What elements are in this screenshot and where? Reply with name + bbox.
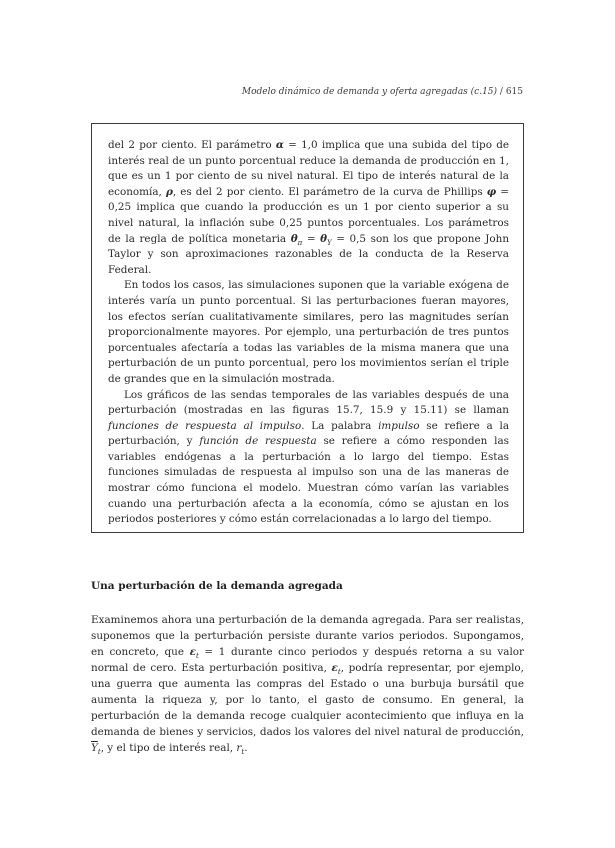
running-head-separator: / bbox=[497, 87, 506, 97]
alpha-symbol: α bbox=[275, 139, 284, 151]
phi-symbol: φ bbox=[486, 185, 497, 198]
boxed-note bbox=[91, 123, 524, 533]
running-head-title: Modelo dinámico de demanda y oferta agregadas (c.15) bbox=[241, 87, 498, 97]
epsilon-symbol: ε bbox=[189, 646, 196, 658]
body-text bbox=[91, 612, 524, 756]
box-paragraph-3: Los gráficos de las sendas temporales de las variables después de una perturbación (mostradas en las figuras 15.7, 15.9 y 15.11) se llaman funciones de respuesta al impulso. La palabra impulso se refiere a la perturbación, y función de respuesta se refiere a cómo responden las variables endógenas a la perturbación a lo largo del tiempo. Estas funciones simuladas de respuesta al impulso son una de las maneras de mostrar cómo funciona el modelo. Muestran cómo varían las variables cuando una perturbación afecta a la economía, cómo se ajustan en los periodos posteriores y cómo están correlacionadas a lo largo del tiempo. bbox=[108, 388, 510, 526]
rho-symbol: ρ bbox=[165, 185, 173, 198]
box-paragraph-1: del 2 por ciento. El parámetro α = 1,0 implica que una subida del tipo de interés real de un punto porcentual reduce la demanda de producción en 1, que es un 1 por ciento de su nivel natural. El tipo de interés natural de la economía, ρ, es del 2 por ciento. El parámetro de la curva de Phillips φ = 0,25 implica que cuando la producción es un 1 por ciento superior a su nivel natural, la inflación sube 0,25 puntos porcentuales. Los parámetros de la regla de política monetaria $\theta_\pi = \theta_Y = 0,5$ son los que propone John Taylor y son aproximaciones razonables de la conducta de la Reserva Federal. bbox=[108, 139, 510, 276]
y-bar-symbol: $\overline{Y}$ bbox=[91, 742, 98, 754]
theta-pi-symbol: θ bbox=[290, 232, 298, 245]
section-heading: Una perturbación de la demanda agregada bbox=[91, 580, 343, 592]
body-paragraph-1: Examinemos ahora una perturbación de la demanda agregada. Para ser realistas, suponemos que la perturbación persiste durante varios periodos. Supongamos, en concreto, que $\varepsilon_t = 1$ durante cinco periodos y después retorna a su valor normal de cero. Esta perturbación positiva, $\varepsilon_t$, podría representar, por ejemplo, una guerra que aumenta las compras del Estado o una burbuja bursátil que aumenta la riqueza y, por lo tanto, el gasto de consumo. En general, la perturbación de la demanda recoge cualquier acontecimiento que influya en la demanda de bienes y servicios, dados los valores del nivel natural de producción, $\overline{Y}_t$, y el tipo de interés real, $r_t$. bbox=[91, 614, 524, 757]
epsilon-symbol-2: ε bbox=[331, 662, 338, 674]
r-symbol: r bbox=[236, 742, 242, 754]
running-head bbox=[200, 87, 523, 97]
box-paragraph-2: En todos los casos, las simulaciones suponen que la variable exógena de interés varía un punto porcentual. Si las perturbaciones fueran mayores, los efectos serían cualitativamente similares, pero las magnitudes serían proporcionalmente mayores. Por ejemplo, una perturbación de tres puntos porcentuales afectaría a todas las variables de la misma manera que una perturbación de un punto porcentual, pero los movimientos serían el triple de grandes que en la simulación mostrada. bbox=[108, 279, 509, 385]
theta-y-symbol: θ bbox=[320, 232, 328, 245]
page-number: 615 bbox=[505, 87, 523, 97]
